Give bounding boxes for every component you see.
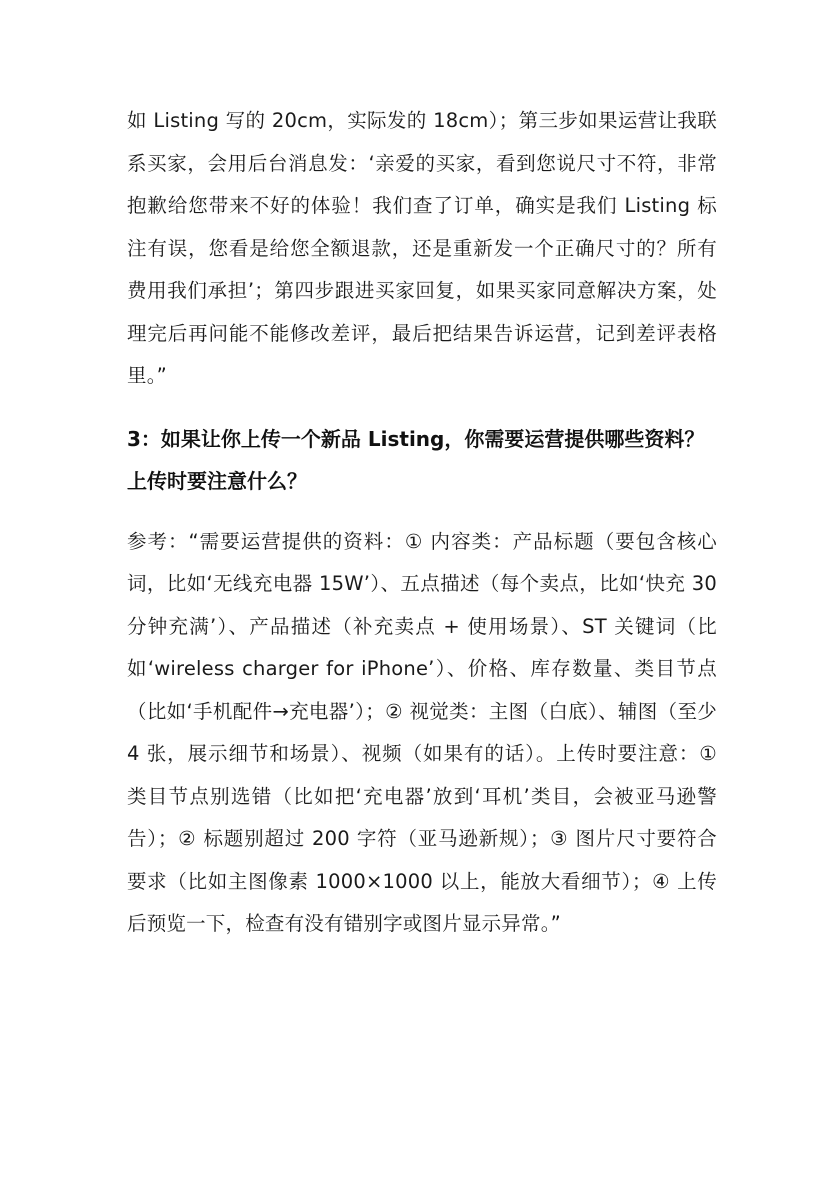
- document-page: [127, 100, 717, 946]
- question-3-heading: 3：如果让你上传一个新品 Listing，你需要运营提供哪些资料？上传时要注意什么？: [127, 426, 705, 493]
- previous-answer-continuation: 如 Listing 写的 20cm，实际发的 18cm）；第三步如果运营让我联系买家，会用后台消息发：‘亲爱的买家，看到您说尺寸不符，非常抱歉给您带来不好的体验！我们查了订单，确实是我们 Listing 标注有误，您看是给您全额退款，还是重新发一个正确尺寸的？所有费用我们承担’；第四步跟进买家回复，如果买家同意解决方案，处理完后再问能不能修改差评，最后把结果告诉运营，记到差评表格里。”: [127, 109, 717, 387]
- question-3-answer: 参考：“需要运营提供的资料：① 内容类：产品标题（要包含核心词，比如‘无线充电器 15W’）、五点描述（每个卖点，比如‘快充 30 分钟充满’）、产品描述（补充卖点 + 使用场景）、ST 关键词（比如‘wireless charger for iPhone’）、价格、库存数量、类目节点（比如‘手机配件→充电器’）；② 视觉类：主图（白底）、辅图（至少 4 张，展示细节和场景）、视频（如果有的话）。上传时要注意：① 类目节点别选错（比如把‘充电器’放到‘耳机’类目，会被亚马逊警告）；② 标题别超过 200 字符（亚马逊新规）；③ 图片尺寸要符合要求（比如主图像素 1000×1000 以上，能放大看细节）；④ 上传后预览一下，检查有没有错别字或图片显示异常。”: [127, 529, 717, 935]
